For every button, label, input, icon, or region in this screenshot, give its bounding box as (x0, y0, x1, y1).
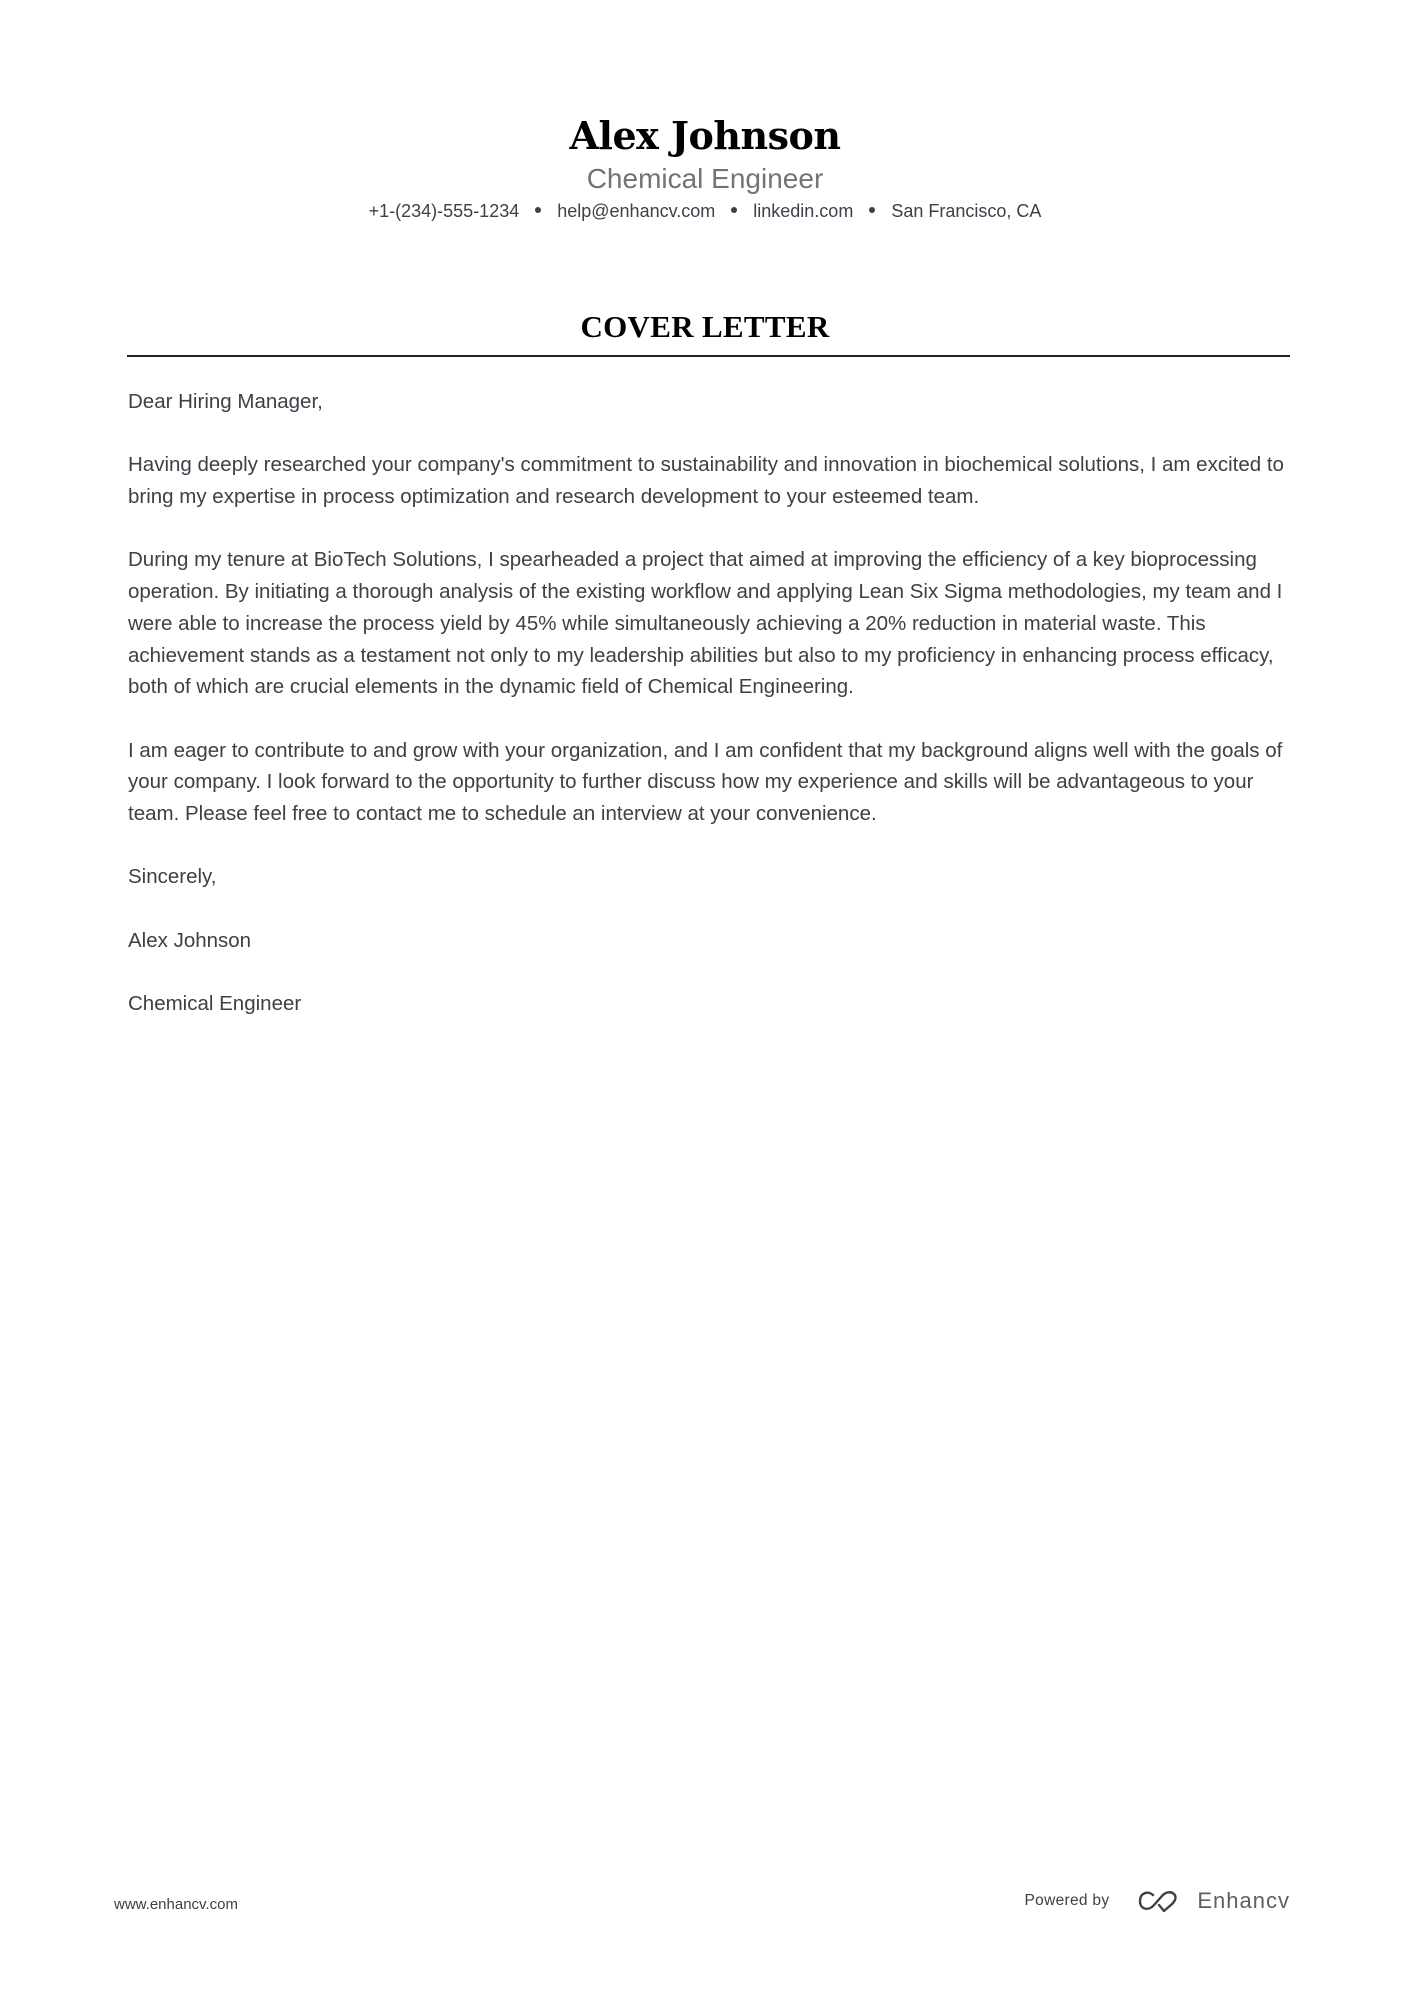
bullet-separator-icon (535, 207, 541, 213)
contact-linkedin[interactable]: linkedin.com (753, 201, 854, 221)
enhancv-logo-icon (1137, 1889, 1183, 1913)
applicant-name: Alex Johnson (569, 113, 841, 158)
bullet-separator-icon (731, 207, 737, 213)
applicant-title: Chemical Engineer (586, 163, 824, 194)
paragraph-experience: During my tenure at BioTech Solutions, I spearheaded a project that aimed at improving the efficiency of a key bioprocessing operation. By initiating a thorough analysis of the existing workflow and applying Lean Six Sigma methodologies, my team and I were able to increase the process yield by 45% while simultaneously achieving a 20% reduction in material waste. This achievement stands as a testament not only to my leadership abilities but also to my proficiency in enhancing process efficacy, both of which are crucial elements in the dynamic field of Chemical Engineering. (128, 548, 1283, 699)
section-divider (127, 355, 1290, 357)
enhancv-brand-name: Enhancv (1197, 1888, 1290, 1913)
section-heading: COVER LETTER (580, 309, 830, 344)
footer-branding[interactable] (1025, 1885, 1290, 1917)
letter-header (0, 112, 1410, 222)
bullet-separator-icon (869, 207, 875, 213)
contact-phone: +1-(234)-555-1234 (368, 201, 520, 221)
signature-title: Chemical Engineer (128, 992, 302, 1016)
powered-by-label: Powered by (1024, 1892, 1110, 1909)
salutation: Dear Hiring Manager, (128, 390, 323, 413)
contact-location: San Francisco, CA (891, 201, 1042, 221)
contact-info (0, 200, 1410, 222)
letter-body (128, 386, 1290, 1052)
paragraph-closing: I am eager to contribute to and grow with your organization, and I am confident that my background aligns well with the goals of your company. I look forward to the opportunity to further discuss how my experience and skills will be advantageous to your team. Please feel free to contact me to schedule an interview at your convenience. (128, 738, 1283, 826)
footer-website-link[interactable]: www.enhancv.com (114, 1896, 238, 1913)
contact-email[interactable]: help@enhancv.com (557, 201, 716, 221)
closing-phrase: Sincerely, (128, 865, 217, 889)
paragraph-intro: Having deeply researched your company's commitment to sustainability and innovation in biochemical solutions, I am excited to bring my expertise in process optimization and research development to your esteemed team. (128, 453, 1284, 509)
signature-name: Alex Johnson (128, 928, 252, 952)
